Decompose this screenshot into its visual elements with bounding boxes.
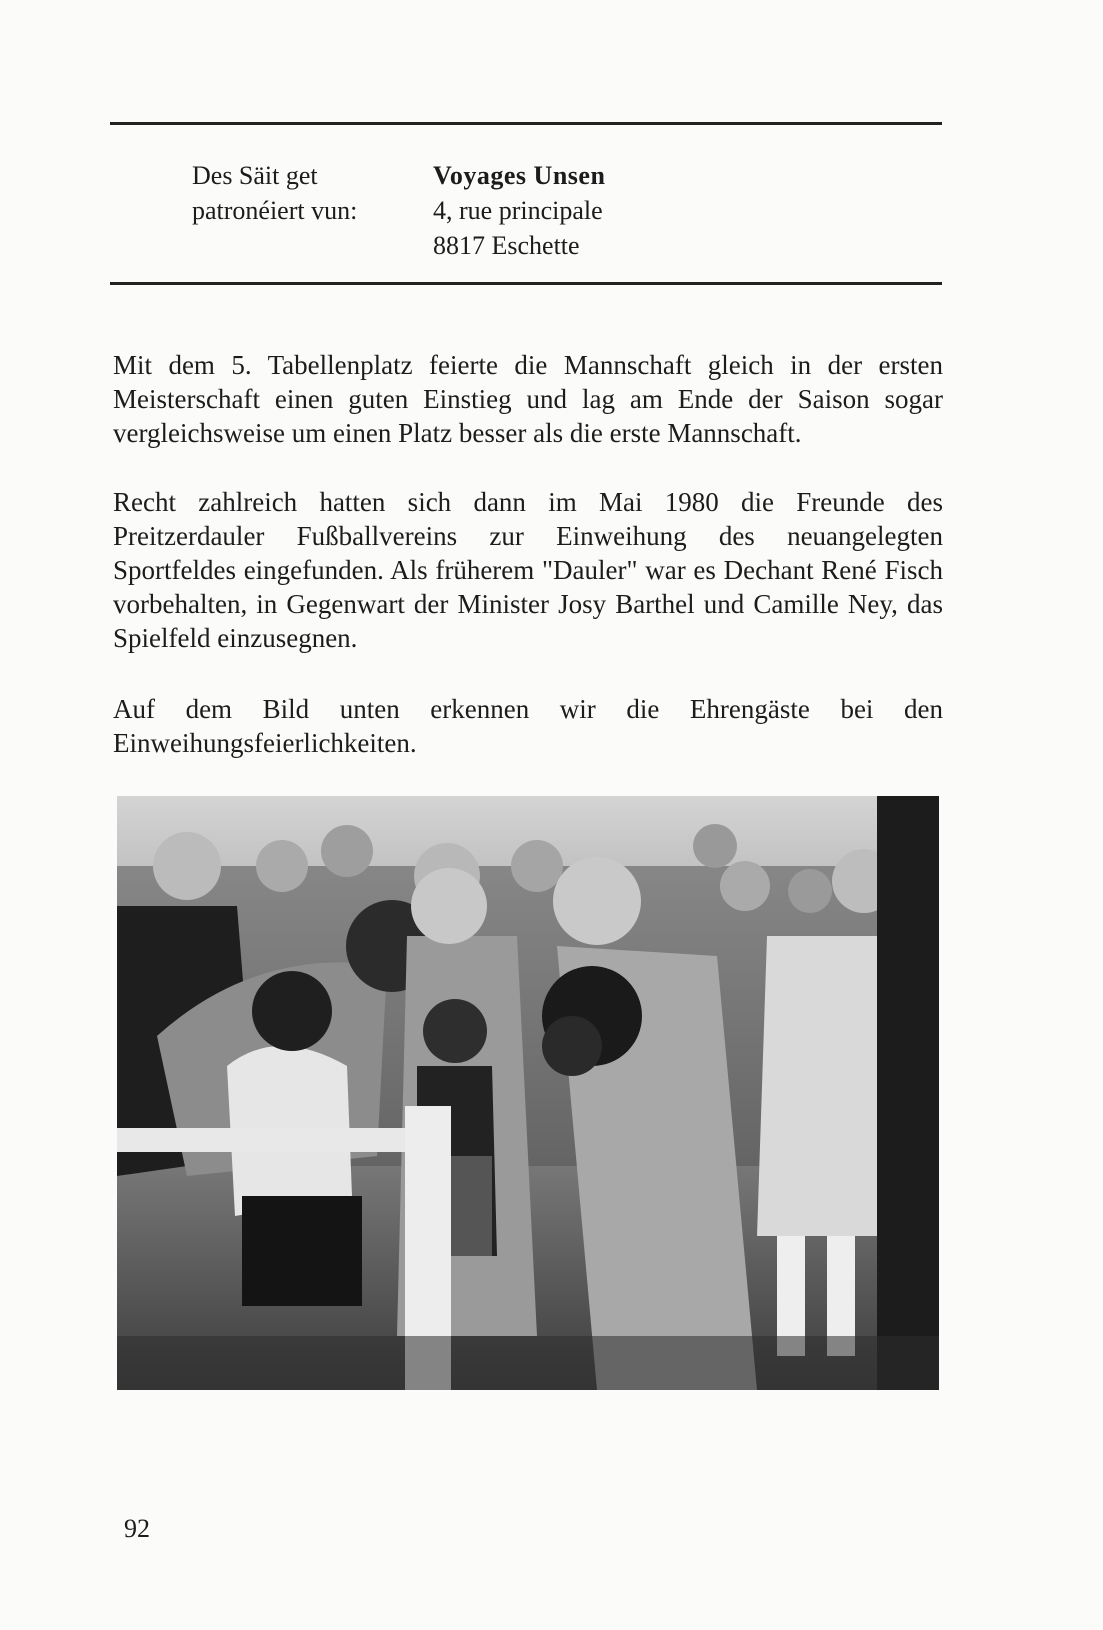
sponsor-city: 8817 Eschette bbox=[433, 231, 580, 260]
page-number: 92 bbox=[124, 1514, 150, 1543]
sponsor-address bbox=[433, 158, 605, 263]
top-rule bbox=[110, 122, 942, 125]
sponsor-name: Voyages Unsen bbox=[433, 161, 606, 190]
inauguration-photo bbox=[117, 796, 939, 1390]
sponsor-block bbox=[192, 158, 605, 263]
bottom-rule bbox=[110, 282, 942, 285]
paragraph-photo-intro: Auf dem Bild unten erkennen wir die Ehrengäste bei den Einweihungsfeierlichkeiten. bbox=[113, 694, 943, 758]
paragraph-season: Mit dem 5. Tabellenplatz feierte die Mannschaft gleich in der ersten Meisterschaft einen guten Einstieg und lag am Ende der Saison sogar vergleichsweise um einen Platz besser als die erste Mannschaft. bbox=[113, 350, 943, 448]
sponsor-street: 4, rue principale bbox=[433, 196, 603, 225]
sponsor-label bbox=[192, 158, 433, 263]
sponsor-label-line2: patronéiert vun: bbox=[192, 196, 358, 225]
sponsor-label-line1: Des Säit get bbox=[192, 161, 318, 190]
paragraph-inauguration: Recht zahlreich hatten sich dann im Mai 1980 die Freunde des Preitzerdauler Fußballvereins zur Einweihung des neuangelegten Sportfeldes eingefunden. Als früherem "Dauler" war es Dechant René Fisch vorbehalten, in Gegenwart der Minister Josy Barthel und Camille Ney, das Spielfeld einzusegnen. bbox=[113, 487, 943, 653]
